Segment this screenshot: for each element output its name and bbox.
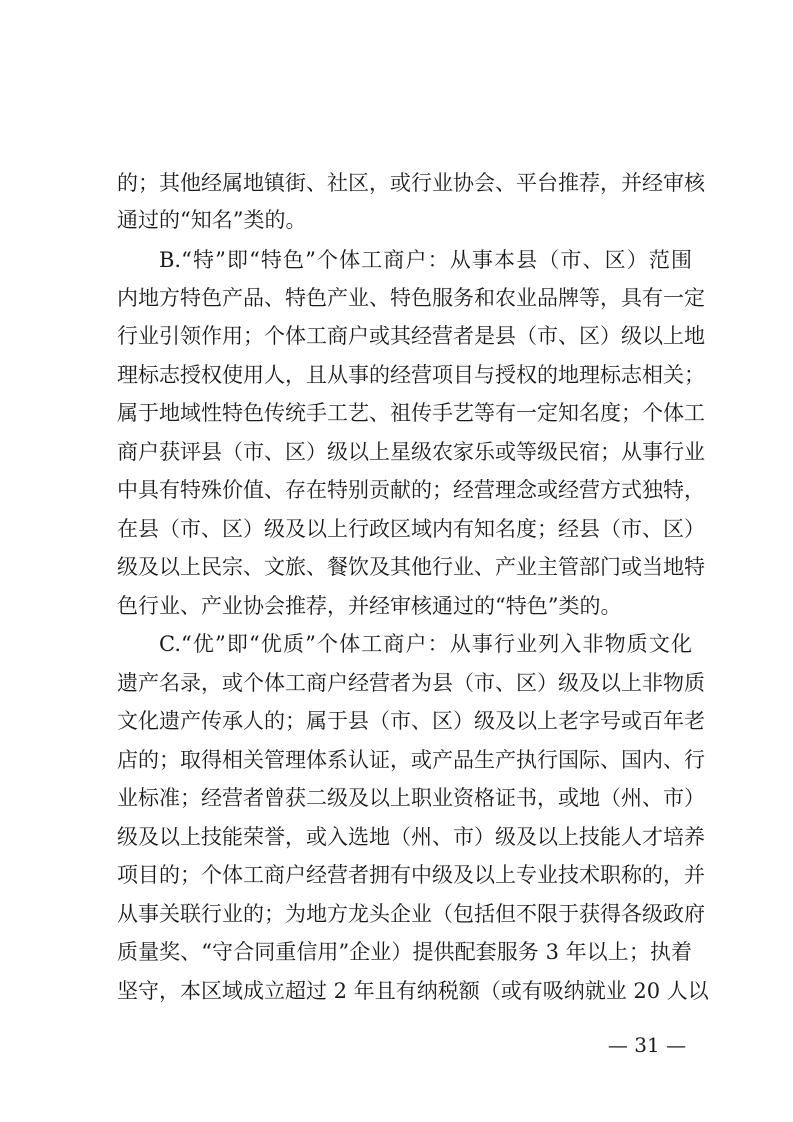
paragraph-b-start: B.“特”即“特色”个体工商户：从事本县（市、区）范围 — [159, 248, 692, 272]
text-line: 的；其他经属地镇街、社区，或行业协会、平台推荐，并经审核 — [117, 171, 705, 195]
text-line: 行业引领作用；个体工商户或其经营者是县（市、区）级以上地 — [117, 324, 705, 348]
text-line: 级及以上技能荣誉，或入选地（州、市）级及以上技能人才培养 — [117, 825, 705, 849]
page-number: — 31 — — [607, 1033, 687, 1057]
text-line: 从事关联行业的；为地方龙头企业（包括但不限于获得各级政府 — [117, 902, 705, 926]
text-line: 色行业、产业协会推荐，并经审核通过的“特色”类的。 — [117, 594, 622, 618]
text-line: 店的；取得相关管理体系认证，或产品生产执行国际、国内、行 — [117, 748, 705, 772]
text-line: 级及以上民宗、文旅、餐饮及其他行业、产业主管部门或当地特 — [117, 555, 705, 579]
text-line: 通过的“知名”类的。 — [117, 208, 307, 232]
text-line: 中具有特殊价值、存在特别贡献的；经营理念或经营方式独特， — [117, 478, 705, 502]
text-line: 遗产名录，或个体工商户经营者为县（市、区）级及以上非物质 — [117, 671, 705, 695]
text-line: 项目的；个体工商户经营者拥有中级及以上专业技术职称的，并 — [117, 863, 705, 887]
text-line: 在县（市、区）级及以上行政区域内有知名度；经县（市、区） — [117, 517, 705, 541]
text-line: 业标准；经营者曾获二级及以上职业资格证书，或地（州、市） — [117, 786, 705, 810]
text-line: 质量奖、“守合同重信用”企业）提供配套服务 3 年以上；执着 — [117, 940, 692, 964]
paragraph-c-start: C.“优”即“优质”个体工商户：从事行业列入非物质文化 — [159, 632, 692, 656]
text-line: 理标志授权使用人，且从事的经营项目与授权的地理标志相关； — [117, 363, 705, 387]
text-line: 文化遗产传承人的；属于县（市、区）级及以上老字号或百年老 — [117, 709, 705, 733]
text-line: 内地方特色产品、特色产业、特色服务和农业品牌等，具有一定 — [117, 286, 705, 310]
text-line: 坚守，本区域成立超过 2 年且有纳税额（或有吸纳就业 20 人以 — [117, 979, 709, 1003]
text-line: 商户获评县（市、区）级以上星级农家乐或等级民宿；从事行业 — [117, 440, 705, 464]
text-line: 属于地域性特色传统手工艺、祖传手艺等有一定知名度；个体工 — [117, 401, 705, 425]
